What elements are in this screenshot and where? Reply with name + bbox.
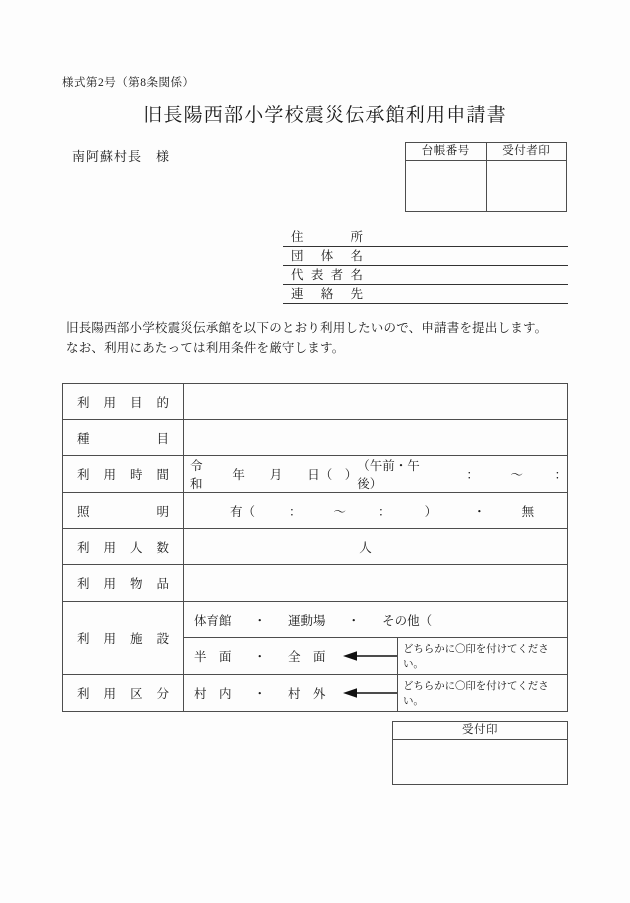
- ledger-table: [405, 142, 567, 212]
- label-char: 用: [103, 395, 116, 410]
- label-char: 用: [103, 577, 116, 591]
- row-label-lighting: [63, 493, 184, 529]
- label-char: 間: [156, 468, 169, 482]
- facility-separator-2: ・: [347, 613, 361, 628]
- label-char: 照: [77, 504, 90, 519]
- label-char: 利: [77, 577, 90, 591]
- label-char: 分: [156, 687, 169, 701]
- left-arrow-icon: [326, 687, 397, 699]
- addressee-line: 南阿蘇村長 様: [72, 149, 171, 164]
- label-char: 人: [129, 540, 143, 555]
- time-tilde: ～: [510, 468, 523, 482]
- division-note: どちらかに〇印を付けてください。: [397, 675, 567, 711]
- lighting-separator: ・: [473, 504, 486, 519]
- field-contact-value[interactable]: [369, 302, 568, 303]
- table-row-time: [63, 456, 568, 493]
- facility-option-other[interactable]: その他（: [382, 613, 433, 628]
- time-start-colon: ：: [466, 468, 479, 482]
- row-label-attendance: [63, 529, 184, 565]
- row-label-time: [63, 456, 184, 493]
- label-char: 種: [77, 431, 90, 446]
- label-char: 代: [291, 268, 304, 282]
- division-option-inside[interactable]: 村 内: [194, 687, 232, 701]
- label-char: 品: [156, 577, 169, 591]
- label-char: 利: [77, 632, 90, 646]
- receipt-stamp-body-row: [393, 740, 568, 785]
- facility-options[interactable]: [184, 602, 567, 638]
- facility-area-options[interactable]: [184, 647, 397, 665]
- body-paragraph: [66, 318, 547, 358]
- form-number: 様式第2号（第8条関係）: [62, 77, 195, 89]
- time-era: 令和: [190, 459, 203, 491]
- table-row-lighting: [63, 493, 568, 529]
- receipt-stamp-header-row: [393, 722, 568, 740]
- row-label-division: [63, 675, 184, 712]
- table-row-attendance: [63, 529, 568, 565]
- label-char: 名: [350, 268, 363, 282]
- label-char: 所: [350, 230, 363, 244]
- label-char: 住: [291, 230, 304, 244]
- lighting-start-colon: ：: [289, 504, 302, 519]
- ledger-value-number[interactable]: [406, 161, 487, 212]
- table-row-facility: [63, 602, 568, 675]
- label-char: 利: [77, 468, 90, 482]
- row-value-category[interactable]: [184, 420, 568, 456]
- field-contact-label: [283, 284, 369, 303]
- attendance-unit: 人: [359, 540, 372, 555]
- row-value-attendance[interactable]: [184, 529, 568, 565]
- left-arrow-icon: [326, 650, 397, 662]
- label-char: 利: [77, 687, 90, 701]
- label-char: 物: [129, 577, 143, 591]
- label-char: 用: [103, 687, 116, 701]
- receipt-stamp-header: 受付印: [393, 722, 568, 740]
- facility-separator-1: ・: [253, 613, 267, 628]
- label-char: 明: [156, 504, 169, 519]
- row-value-time[interactable]: [184, 456, 568, 493]
- label-char: 団: [291, 249, 304, 263]
- lighting-no: 無: [521, 504, 535, 519]
- label-char: 目: [156, 431, 169, 446]
- facility-area-separator: ・: [253, 650, 267, 664]
- label-char: 用: [103, 468, 116, 482]
- row-value-division: [184, 675, 568, 712]
- time-month: 月: [269, 468, 283, 482]
- row-value-lighting[interactable]: [184, 493, 568, 529]
- ledger-header-row: [406, 143, 567, 161]
- facility-area-note: どちらかに〇印を付けてください。: [397, 638, 567, 674]
- field-representative: [283, 266, 568, 285]
- application-details-table: [62, 383, 568, 712]
- division-options[interactable]: [184, 684, 397, 702]
- arrow-left-icon: [343, 687, 397, 699]
- label-char: 施: [129, 632, 143, 646]
- label-char: 設: [156, 632, 169, 646]
- facility-area-half[interactable]: 半 面: [194, 650, 232, 664]
- label-char: 用: [103, 632, 116, 646]
- lighting-yes: 有（: [230, 504, 256, 519]
- table-row-category: [63, 420, 568, 456]
- body-line-1: 旧長陽西部小学校震災伝承館を以下のとおり利用したいので、申請書を提出します。: [66, 321, 548, 335]
- facility-option-ground[interactable]: 運動場: [288, 613, 326, 628]
- field-organization-value[interactable]: [369, 264, 568, 265]
- row-label-purpose: [63, 384, 184, 420]
- field-organization-label: [283, 246, 369, 265]
- table-row-purpose: [63, 384, 568, 420]
- ledger-header-number: 台帳番号: [406, 143, 487, 161]
- label-char: 利: [77, 395, 90, 410]
- ledger-body-row: [406, 161, 567, 212]
- facility-area-full[interactable]: 全 面: [288, 650, 326, 664]
- field-address: [283, 228, 568, 247]
- facility-option-gym[interactable]: 体育館: [194, 613, 232, 628]
- division-option-outside[interactable]: 村 外: [288, 687, 326, 701]
- field-contact: [283, 285, 568, 304]
- receipt-stamp-box: [392, 721, 568, 785]
- row-value-equipment[interactable]: [184, 565, 568, 602]
- page-title: 旧長陽西部小学校震災伝承館利用申請書: [143, 105, 507, 126]
- facility-area-row: [184, 638, 567, 674]
- label-char: 絡: [320, 287, 334, 301]
- row-value-facility: [184, 602, 568, 675]
- field-organization: [283, 247, 568, 266]
- table-row-division: [63, 675, 568, 712]
- label-char: 用: [103, 540, 116, 555]
- time-weekday: （ ）: [319, 468, 358, 482]
- field-address-label: [283, 227, 369, 246]
- label-char: 数: [156, 540, 169, 555]
- time-year: 年: [232, 468, 245, 482]
- time-ampm: （午前・午後）: [357, 459, 420, 491]
- label-char: 区: [129, 687, 143, 701]
- label-char: 体: [320, 249, 334, 263]
- field-address-value[interactable]: [369, 245, 568, 246]
- arrow-left-icon: [343, 650, 397, 662]
- time-end-colon: ：: [554, 468, 568, 482]
- row-label-facility: [63, 602, 184, 675]
- lighting-tilde: ～: [333, 504, 347, 519]
- label-char: 名: [350, 249, 363, 263]
- label-char: 者: [330, 268, 344, 282]
- label-char: 的: [156, 395, 169, 410]
- row-value-purpose[interactable]: [184, 384, 568, 420]
- row-label-equipment: [63, 565, 184, 602]
- label-char: 連: [291, 287, 304, 301]
- field-representative-label: [283, 265, 369, 284]
- label-char: 利: [77, 540, 90, 555]
- ledger-value-stamp[interactable]: [486, 161, 567, 212]
- body-line-2: なお、利用にあたっては利用条件を厳守します。: [66, 341, 345, 355]
- table-row-equipment: [63, 565, 568, 602]
- label-char: 表: [310, 268, 324, 282]
- label-char: 先: [350, 287, 363, 301]
- time-day: 日: [307, 468, 320, 482]
- applicant-fields: [283, 228, 568, 304]
- division-row-inner: [184, 675, 567, 711]
- lighting-close-paren: ）: [424, 504, 438, 519]
- label-char: 目: [129, 395, 143, 410]
- label-char: 時: [129, 468, 143, 482]
- field-representative-value[interactable]: [369, 283, 568, 284]
- receipt-stamp-value[interactable]: [393, 740, 568, 785]
- row-label-category: [63, 420, 184, 456]
- lighting-end-colon: ：: [378, 504, 391, 519]
- ledger-header-stamp: 受付者印: [486, 143, 567, 161]
- division-separator: ・: [253, 687, 267, 701]
